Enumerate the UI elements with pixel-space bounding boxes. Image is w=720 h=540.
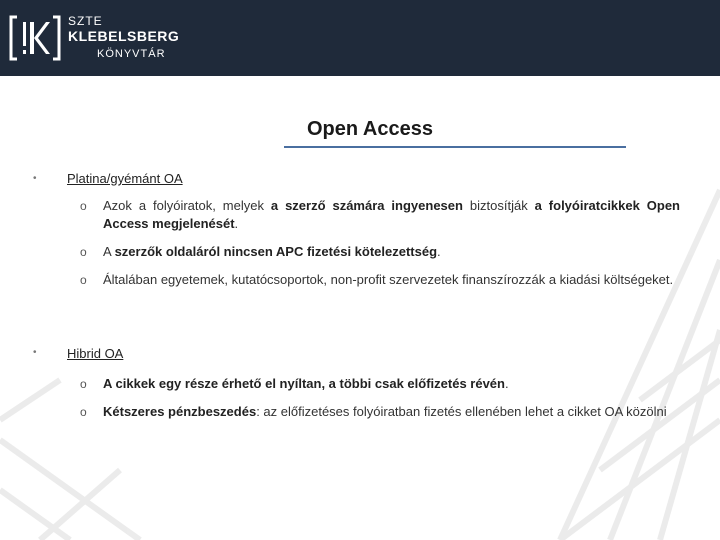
sub-item: [80, 375, 680, 393]
sub-item: [80, 243, 680, 261]
logo-line-konyvtar: KÖNYVTÁR: [97, 48, 166, 60]
sub-item: [80, 197, 680, 233]
sub-item: [80, 403, 680, 421]
body-text: : az előfizetéses folyóiratban fizetés ellenében lehet a cikket OA közölni: [256, 404, 667, 419]
body-text: A: [103, 244, 115, 259]
emphasis-text: a szerző számára ingyenesen: [270, 198, 463, 213]
sub-item: [80, 271, 680, 289]
emphasis-text: a folyóiratcikkek Open Access megjelenését: [103, 198, 681, 231]
bullet-marker: •: [33, 173, 37, 184]
header-bar: [0, 0, 720, 76]
logo-line-klebelsberg: KLEBELSBERG: [68, 28, 180, 44]
emphasis-text: A cikkek egy része érhető el nyíltan, a többi csak előfizetés révén: [103, 376, 505, 391]
sub-item-text: [103, 243, 680, 261]
sub-item-text: [103, 271, 680, 289]
bullet-hibrid-label: Hibrid OA: [67, 346, 124, 361]
sub-bullet-marker: o: [80, 405, 87, 419]
body-text: Általában egyetemek, kutatócsoportok, non-profit szervezetek finanszírozzák a kiadási költségeket.: [103, 272, 674, 287]
body-text: Azok a folyóiratok, melyek: [103, 198, 271, 213]
bullet-platina-label: Platina/gyémánt OA: [67, 171, 183, 186]
slide-title: Open Access: [307, 118, 433, 140]
body-text: .: [234, 216, 239, 231]
emphasis-text: szerzők oldaláról nincsen APC fizetési kötelezettség: [114, 244, 438, 259]
body-text: biztosítják: [462, 198, 535, 213]
logo-line-szte: SZTE: [68, 14, 103, 28]
sub-bullet-marker: o: [80, 245, 87, 259]
bullet-marker: •: [33, 347, 37, 358]
library-logo-text: [68, 15, 179, 60]
body-text: .: [437, 244, 441, 259]
title-underline: [284, 146, 626, 148]
body-text: .: [504, 376, 509, 391]
library-logo-icon: [8, 14, 62, 62]
sub-bullet-marker: o: [80, 273, 87, 287]
sub-item-text: [103, 403, 680, 421]
sub-bullet-marker: o: [80, 199, 87, 213]
sub-item-text: [103, 375, 680, 393]
sub-item-text: [103, 197, 680, 233]
emphasis-text: Kétszeres pénzbeszedés: [103, 404, 257, 419]
sub-bullet-marker: o: [80, 377, 87, 391]
